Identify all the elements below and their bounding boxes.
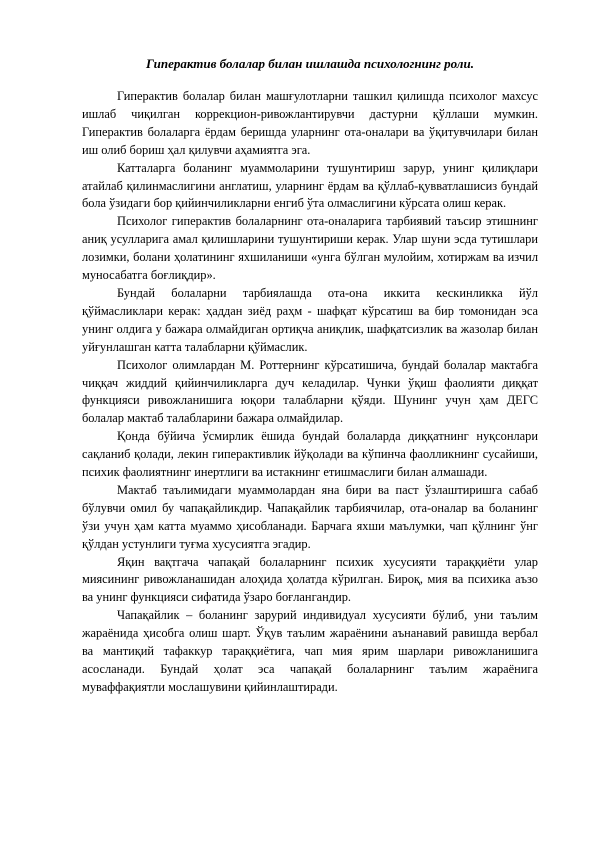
paragraph-6: Қонда бўйича ўсмирлик ёшида бундай болаларда диққатнинг нуқсонлари сақланиб қолади, лекин гиперактивлик йўқолади ва кўпинча фаолликнинг сусайиши, психик фаолиятнинг инертлиги ва истакнинг етишмаслиги билан алмашади.: [82, 429, 538, 480]
document-page: [82, 55, 538, 697]
paragraph-8: Яқин вақтгача чапақай болаларнинг психик хусусияти тараққиёти улар миясининг ривожланашидан алоҳида ҳолатда кўрилган. Бироқ, мия ва психика аъзо ва унинг функцияси сифатида ўзаро боғлангандир.: [82, 554, 538, 605]
paragraph-4: Бундай болаларни тарбиялашда ота-она иккита кескинликка йўл қўймасликлари керак: ҳаддан зиёд раҳм - шафқат кўрсатиш ва бир томонидан эса унинг олдига у бажара олмайдиган ортиқча аниқлик, шафқатсизлик ва жазолар билан уйғунлашган катта талабларни қўймаслик.: [82, 285, 538, 354]
document-title: Гиперактив болалар билан ишлашда психологнинг роли.: [146, 56, 474, 71]
paragraph-1: Гиперактив болалар билан машғулотларни ташкил қилишда психолог махсус ишлаб чиқилган коррекцион-ривожлантирувчи дастурни қўллаши мумкин. Гиперактив болаларга ёрдам беришда уларнинг ота-оналари ва ўқитувчилари билан иш олиб бориш ҳал қилувчи аҳамиятга эга.: [82, 89, 538, 157]
paragraph-3: Психолог гиперактив болаларнинг ота-оналарига тарбиявий таъсир этишнинг аниқ усулларига амал қилишларини тушунтириши керак. Улар шуни эсда тутишлари лозимки, болани ҳолатининг яхшиланиши «унга бўлган мулойим, хотиржам ва изчил муносабатга боғлиқдир».: [82, 214, 538, 283]
paragraph-5: Психолог олимлардан М. Роттернинг кўрсатишича, бундай болалар мактабга чиққач жиддий қийинчиликларга дуч келадилар. Чунки ўқиш фаолияти диққат функцияси ривожланишига юқори талабларни қўяди. Шунинг учун ҳам ДЕГС болалар мактаб талабларини бажара олмайдилар.: [82, 357, 538, 426]
paragraph-2: Катталарга боланинг муаммоларини тушунтириш зарур, унинг қилиқлари атайлаб қилинмаслигини англатиш, уларнинг ёрдам ва қўллаб-қувватлашисиз бундай бола ўзидаги бор қийинчиликларни енгиб ўта олмаслигини кўрсата олиш керак.: [82, 160, 538, 211]
paragraph-9: Чапақайлик – боланинг зарурий индивидуал хусусияти бўлиб, уни таълим жараёнида ҳисобга олиш шарт. Ўқув таълим жараёнини аънанавий равишда вербал ва мантиқий тафаккур тараққиётига, чап мия ярим шарлари ривожланишига асосланади. Бундай ҳолат эса чапақай болаларнинг таълим жараёнига муваффақиятли мослашувини қийинлаштиради.: [82, 608, 538, 694]
paragraph-7: Мактаб таълимидаги муаммолардан яна бири ва паст ўзлаштиришга сабаб бўлувчи омил бу чапақайликдир. Чапақайлик тарбиячилар, ота-оналар ва боланинг ўзи учун ҳам катта муаммо ҳисобланади. Барчага яхши маълумки, чап қўлнинг ўнг қўлдан устунлиги туғма хусусиятга эгадир.: [82, 482, 538, 551]
